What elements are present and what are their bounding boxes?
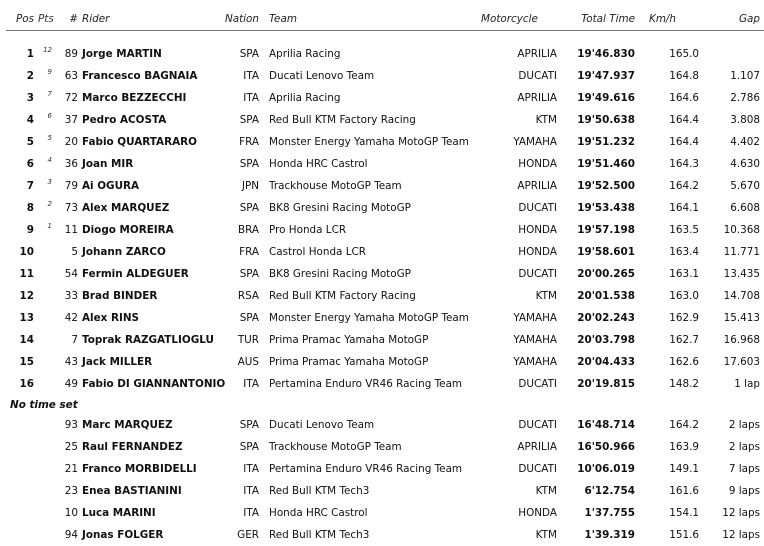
cell-nation: JPN	[219, 175, 261, 197]
cell-position: 6	[6, 153, 36, 175]
cell-total-time: 19'47.937	[559, 65, 637, 87]
cell-speed-kmh: 163.9	[637, 436, 703, 458]
cell-total-time: 1'39.319	[559, 524, 637, 546]
col-header-total-time: Total Time	[559, 8, 637, 31]
cell-position	[6, 436, 36, 458]
cell-position: 3	[6, 87, 36, 109]
cell-total-time: 20'04.433	[559, 351, 637, 373]
cell-rider-name: Franco MORBIDELLI	[80, 458, 219, 480]
cell-points	[36, 351, 54, 373]
cell-speed-kmh: 162.6	[637, 351, 703, 373]
cell-motorcycle: YAMAHA	[467, 131, 559, 153]
cell-team-name: Prima Pramac Yamaha MotoGP	[261, 351, 467, 373]
cell-speed-kmh: 149.1	[637, 458, 703, 480]
cell-rider-name: Luca MARINI	[80, 502, 219, 524]
cell-rider-name: Alex MARQUEZ	[80, 197, 219, 219]
cell-points: 3	[36, 175, 54, 197]
cell-position: 4	[6, 109, 36, 131]
cell-nation: SPA	[219, 43, 261, 65]
cell-motorcycle: DUCATI	[467, 414, 559, 436]
cell-team-name: Castrol Honda LCR	[261, 241, 467, 263]
cell-rider-name: Jack MILLER	[80, 351, 219, 373]
table-row	[6, 263, 764, 285]
cell-nation: FRA	[219, 241, 261, 263]
col-header-pts: Pts	[36, 8, 54, 31]
table-row	[6, 458, 764, 480]
cell-gap: 2 laps	[703, 414, 764, 436]
cell-position: 14	[6, 329, 36, 351]
col-header-nation: Nation	[219, 8, 261, 31]
cell-team-name: Monster Energy Yamaha MotoGP Team	[261, 307, 467, 329]
cell-nation: ITA	[219, 87, 261, 109]
section-label-no-time-set: No time set	[6, 395, 764, 414]
cell-total-time: 19'57.198	[559, 219, 637, 241]
cell-points: 6	[36, 109, 54, 131]
cell-motorcycle: KTM	[467, 109, 559, 131]
cell-speed-kmh: 163.4	[637, 241, 703, 263]
cell-rider-name: Fabio DI GIANNANTONIO	[80, 373, 219, 395]
cell-rider-name: Johann ZARCO	[80, 241, 219, 263]
cell-points: 12	[36, 43, 54, 65]
cell-points	[36, 329, 54, 351]
table-row	[6, 131, 764, 153]
cell-speed-kmh: 163.5	[637, 219, 703, 241]
cell-gap: 4.402	[703, 131, 764, 153]
cell-rider-number: 25	[54, 436, 80, 458]
cell-points: 1	[36, 219, 54, 241]
cell-motorcycle: HONDA	[467, 153, 559, 175]
cell-nation: SPA	[219, 263, 261, 285]
cell-gap: 2 laps	[703, 436, 764, 458]
cell-motorcycle: DUCATI	[467, 373, 559, 395]
cell-rider-number: 93	[54, 414, 80, 436]
cell-total-time: 16'50.966	[559, 436, 637, 458]
table-row	[6, 329, 764, 351]
cell-rider-number: 49	[54, 373, 80, 395]
cell-team-name: Prima Pramac Yamaha MotoGP	[261, 329, 467, 351]
table-row	[6, 197, 764, 219]
cell-points	[36, 524, 54, 546]
cell-team-name: Red Bull KTM Tech3	[261, 480, 467, 502]
cell-speed-kmh: 165.0	[637, 43, 703, 65]
cell-rider-number: 10	[54, 502, 80, 524]
cell-rider-name: Pedro ACOSTA	[80, 109, 219, 131]
section-row-no-time	[6, 395, 764, 414]
cell-rider-number: 94	[54, 524, 80, 546]
cell-motorcycle: KTM	[467, 524, 559, 546]
cell-nation: ITA	[219, 502, 261, 524]
cell-position	[6, 502, 36, 524]
table-row	[6, 241, 764, 263]
cell-points: 2	[36, 197, 54, 219]
cell-motorcycle: YAMAHA	[467, 307, 559, 329]
cell-speed-kmh: 164.1	[637, 197, 703, 219]
table-row	[6, 87, 764, 109]
cell-rider-number: 89	[54, 43, 80, 65]
cell-position	[6, 524, 36, 546]
cell-total-time: 19'49.616	[559, 87, 637, 109]
cell-team-name: Red Bull KTM Tech3	[261, 524, 467, 546]
cell-gap: 10.368	[703, 219, 764, 241]
table-row	[6, 219, 764, 241]
cell-speed-kmh: 164.8	[637, 65, 703, 87]
cell-rider-name: Fermin ALDEGUER	[80, 263, 219, 285]
cell-total-time: 20'02.243	[559, 307, 637, 329]
table-row	[6, 414, 764, 436]
table-row	[6, 373, 764, 395]
cell-motorcycle: APRILIA	[467, 43, 559, 65]
cell-rider-name: Jorge MARTIN	[80, 43, 219, 65]
cell-rider-number: 43	[54, 351, 80, 373]
cell-points	[36, 263, 54, 285]
cell-team-name: BK8 Gresini Racing MotoGP	[261, 197, 467, 219]
cell-team-name: Ducati Lenovo Team	[261, 414, 467, 436]
results-body	[6, 31, 764, 546]
cell-gap: 6.608	[703, 197, 764, 219]
cell-points	[36, 241, 54, 263]
cell-nation: GER	[219, 524, 261, 546]
cell-speed-kmh: 164.2	[637, 414, 703, 436]
cell-motorcycle: KTM	[467, 480, 559, 502]
cell-gap: 2.786	[703, 87, 764, 109]
cell-speed-kmh: 162.9	[637, 307, 703, 329]
cell-points: 9	[36, 65, 54, 87]
cell-total-time: 20'00.265	[559, 263, 637, 285]
cell-rider-name: Ai OGURA	[80, 175, 219, 197]
cell-motorcycle: DUCATI	[467, 65, 559, 87]
cell-position: 10	[6, 241, 36, 263]
cell-motorcycle: HONDA	[467, 219, 559, 241]
cell-position: 15	[6, 351, 36, 373]
table-row	[6, 65, 764, 87]
cell-rider-name: Joan MIR	[80, 153, 219, 175]
cell-position: 2	[6, 65, 36, 87]
cell-motorcycle: DUCATI	[467, 458, 559, 480]
cell-points	[36, 458, 54, 480]
cell-motorcycle: HONDA	[467, 241, 559, 263]
cell-rider-name: Raul FERNANDEZ	[80, 436, 219, 458]
cell-motorcycle: YAMAHA	[467, 329, 559, 351]
cell-gap: 9 laps	[703, 480, 764, 502]
cell-nation: SPA	[219, 109, 261, 131]
cell-total-time: 19'51.460	[559, 153, 637, 175]
cell-rider-number: 36	[54, 153, 80, 175]
table-row	[6, 43, 764, 65]
cell-speed-kmh: 163.1	[637, 263, 703, 285]
cell-rider-number: 21	[54, 458, 80, 480]
cell-speed-kmh: 164.3	[637, 153, 703, 175]
cell-gap: 15.413	[703, 307, 764, 329]
cell-motorcycle: YAMAHA	[467, 351, 559, 373]
cell-rider-number: 11	[54, 219, 80, 241]
cell-position: 8	[6, 197, 36, 219]
cell-gap: 17.603	[703, 351, 764, 373]
cell-team-name: Ducati Lenovo Team	[261, 65, 467, 87]
cell-position	[6, 458, 36, 480]
cell-rider-name: Fabio QUARTARARO	[80, 131, 219, 153]
cell-total-time: 19'46.830	[559, 43, 637, 65]
cell-rider-name: Enea BASTIANINI	[80, 480, 219, 502]
header-spacer	[6, 31, 764, 44]
cell-position: 1	[6, 43, 36, 65]
table-row	[6, 285, 764, 307]
cell-total-time: 20'03.798	[559, 329, 637, 351]
cell-gap: 12 laps	[703, 524, 764, 546]
cell-team-name: Red Bull KTM Factory Racing	[261, 285, 467, 307]
cell-team-name: Aprilia Racing	[261, 87, 467, 109]
table-row	[6, 153, 764, 175]
cell-team-name: Pertamina Enduro VR46 Racing Team	[261, 373, 467, 395]
cell-rider-number: 5	[54, 241, 80, 263]
cell-position: 7	[6, 175, 36, 197]
cell-nation: TUR	[219, 329, 261, 351]
cell-rider-name: Brad BINDER	[80, 285, 219, 307]
cell-gap: 13.435	[703, 263, 764, 285]
cell-gap: 5.670	[703, 175, 764, 197]
cell-nation: SPA	[219, 307, 261, 329]
col-header-number: #	[54, 8, 80, 31]
cell-team-name: BK8 Gresini Racing MotoGP	[261, 263, 467, 285]
cell-gap	[703, 43, 764, 65]
cell-nation: SPA	[219, 197, 261, 219]
cell-speed-kmh: 164.2	[637, 175, 703, 197]
cell-motorcycle: APRILIA	[467, 436, 559, 458]
cell-motorcycle: HONDA	[467, 502, 559, 524]
table-row	[6, 436, 764, 458]
cell-team-name: Aprilia Racing	[261, 43, 467, 65]
cell-total-time: 19'52.500	[559, 175, 637, 197]
cell-speed-kmh: 163.0	[637, 285, 703, 307]
cell-points	[36, 307, 54, 329]
cell-total-time: 19'51.232	[559, 131, 637, 153]
cell-speed-kmh: 164.6	[637, 87, 703, 109]
cell-speed-kmh: 164.4	[637, 131, 703, 153]
cell-team-name: Monster Energy Yamaha MotoGP Team	[261, 131, 467, 153]
cell-rider-name: Diogo MOREIRA	[80, 219, 219, 241]
cell-motorcycle: KTM	[467, 285, 559, 307]
cell-rider-number: 23	[54, 480, 80, 502]
cell-points	[36, 285, 54, 307]
cell-nation: SPA	[219, 414, 261, 436]
cell-gap: 16.968	[703, 329, 764, 351]
cell-speed-kmh: 161.6	[637, 480, 703, 502]
cell-position	[6, 414, 36, 436]
cell-rider-number: 54	[54, 263, 80, 285]
cell-gap: 3.808	[703, 109, 764, 131]
cell-total-time: 16'48.714	[559, 414, 637, 436]
cell-rider-number: 33	[54, 285, 80, 307]
cell-team-name: Red Bull KTM Factory Racing	[261, 109, 467, 131]
cell-team-name: Trackhouse MotoGP Team	[261, 175, 467, 197]
cell-speed-kmh: 151.6	[637, 524, 703, 546]
cell-points	[36, 480, 54, 502]
cell-nation: SPA	[219, 436, 261, 458]
cell-speed-kmh: 164.4	[637, 109, 703, 131]
col-header-gap: Gap	[703, 8, 764, 31]
cell-nation: FRA	[219, 131, 261, 153]
cell-rider-name: Toprak RAZGATLIOGLU	[80, 329, 219, 351]
cell-nation: ITA	[219, 458, 261, 480]
cell-points	[36, 502, 54, 524]
table-row	[6, 109, 764, 131]
col-header-pos: Pos	[6, 8, 36, 31]
cell-team-name: Pro Honda LCR	[261, 219, 467, 241]
cell-points	[36, 373, 54, 395]
cell-total-time: 6'12.754	[559, 480, 637, 502]
cell-points	[36, 436, 54, 458]
col-header-rider: Rider	[80, 8, 219, 31]
cell-position: 5	[6, 131, 36, 153]
cell-gap: 4.630	[703, 153, 764, 175]
cell-speed-kmh: 148.2	[637, 373, 703, 395]
cell-team-name: Honda HRC Castrol	[261, 502, 467, 524]
cell-total-time: 19'50.638	[559, 109, 637, 131]
cell-position: 16	[6, 373, 36, 395]
cell-rider-number: 20	[54, 131, 80, 153]
cell-gap: 1.107	[703, 65, 764, 87]
cell-rider-number: 72	[54, 87, 80, 109]
col-header-kmh: Km/h	[637, 8, 703, 31]
cell-position: 9	[6, 219, 36, 241]
table-row	[6, 307, 764, 329]
cell-total-time: 19'58.601	[559, 241, 637, 263]
cell-nation: BRA	[219, 219, 261, 241]
cell-speed-kmh: 162.7	[637, 329, 703, 351]
cell-team-name: Honda HRC Castrol	[261, 153, 467, 175]
cell-team-name: Trackhouse MotoGP Team	[261, 436, 467, 458]
cell-points	[36, 414, 54, 436]
cell-gap: 7 laps	[703, 458, 764, 480]
cell-gap: 14.708	[703, 285, 764, 307]
table-row	[6, 502, 764, 524]
cell-gap: 12 laps	[703, 502, 764, 524]
col-header-team: Team	[261, 8, 467, 31]
col-header-motorcycle: Motorcycle	[467, 8, 559, 31]
cell-nation: RSA	[219, 285, 261, 307]
table-row	[6, 351, 764, 373]
cell-rider-number: 42	[54, 307, 80, 329]
table-row	[6, 175, 764, 197]
cell-rider-name: Francesco BAGNAIA	[80, 65, 219, 87]
cell-nation: ITA	[219, 480, 261, 502]
cell-position: 13	[6, 307, 36, 329]
cell-points: 4	[36, 153, 54, 175]
cell-rider-name: Jonas FOLGER	[80, 524, 219, 546]
results-table	[6, 8, 764, 546]
cell-rider-number: 7	[54, 329, 80, 351]
cell-rider-name: Alex RINS	[80, 307, 219, 329]
cell-nation: ITA	[219, 373, 261, 395]
cell-total-time: 19'53.438	[559, 197, 637, 219]
cell-points: 5	[36, 131, 54, 153]
cell-rider-name: Marco BEZZECCHI	[80, 87, 219, 109]
cell-motorcycle: DUCATI	[467, 263, 559, 285]
cell-motorcycle: APRILIA	[467, 87, 559, 109]
cell-nation: AUS	[219, 351, 261, 373]
cell-total-time: 20'01.538	[559, 285, 637, 307]
cell-motorcycle: APRILIA	[467, 175, 559, 197]
cell-team-name: Pertamina Enduro VR46 Racing Team	[261, 458, 467, 480]
cell-rider-number: 73	[54, 197, 80, 219]
table-row	[6, 524, 764, 546]
table-header-row	[6, 8, 764, 31]
cell-rider-name: Marc MARQUEZ	[80, 414, 219, 436]
cell-rider-number: 63	[54, 65, 80, 87]
cell-motorcycle: DUCATI	[467, 197, 559, 219]
cell-total-time: 1'37.755	[559, 502, 637, 524]
cell-gap: 1 lap	[703, 373, 764, 395]
cell-position: 12	[6, 285, 36, 307]
cell-nation: SPA	[219, 153, 261, 175]
cell-rider-number: 37	[54, 109, 80, 131]
cell-position	[6, 480, 36, 502]
cell-total-time: 20'19.815	[559, 373, 637, 395]
cell-points: 7	[36, 87, 54, 109]
cell-rider-number: 79	[54, 175, 80, 197]
cell-gap: 11.771	[703, 241, 764, 263]
cell-nation: ITA	[219, 65, 261, 87]
cell-total-time: 10'06.019	[559, 458, 637, 480]
cell-speed-kmh: 154.1	[637, 502, 703, 524]
table-row	[6, 480, 764, 502]
cell-position: 11	[6, 263, 36, 285]
